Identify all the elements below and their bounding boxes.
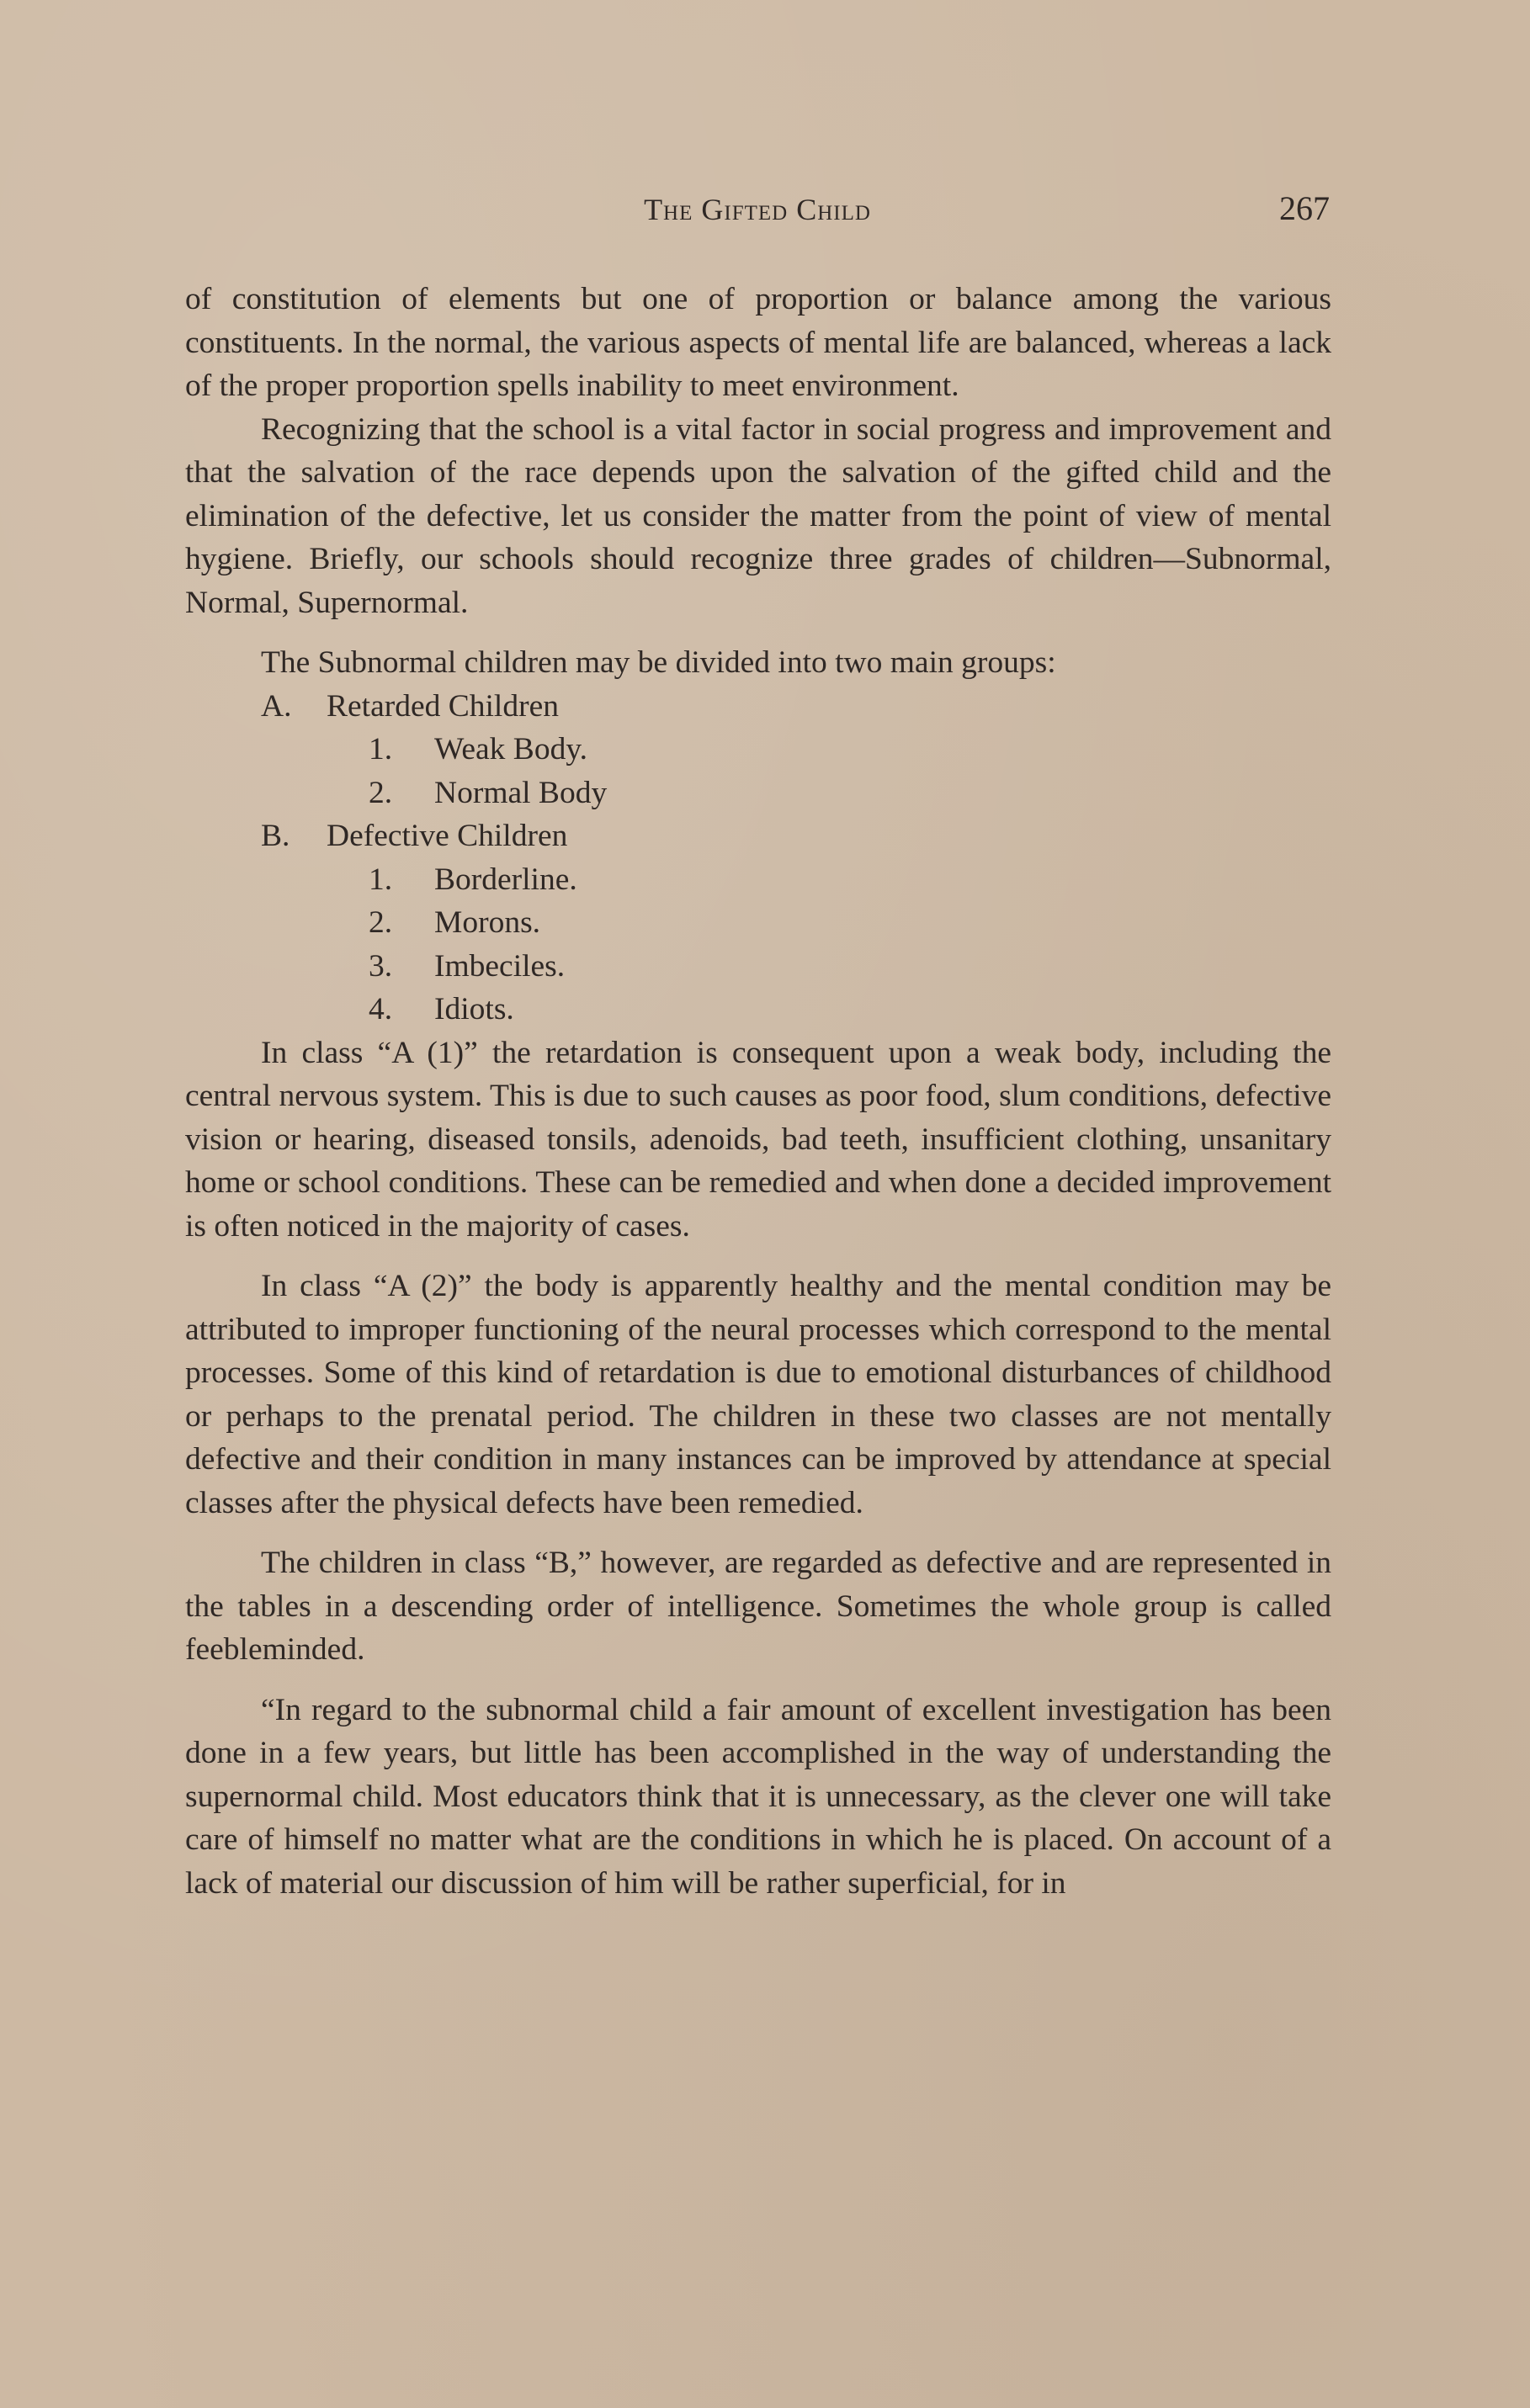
running-head [185,189,1330,242]
outline-marker: A. [261,688,292,724]
outline-marker: 4. [369,992,393,1026]
outline-label: Retarded Children [327,688,559,724]
outline-label: Borderline. [434,862,577,897]
running-title: The Gifted Child [644,193,871,226]
outline-label: Imbeciles. [434,948,566,984]
outline-item-b4 [185,988,1331,1032]
paragraph-class-a2: In class “A (2)” the body is apparently healthy and the mental condition may be attributed to improper functioning of the neural processes which correspond to the mental processes. Some of this kind of retardation is due to emotional disturbances of childhood or perhaps to the prenatal period. The children in these two classes are not mentally defective and their condition in many instances can be improved by attendance at special classes after the physical defects have been remedied. [185,1269,1331,1520]
outline-item-b3 [185,945,1331,989]
outline-item-a2 [185,772,1331,815]
outline-label: Morons. [434,905,541,940]
paragraph-continuation: of constitution of elements but one of proportion or balance among the various constituents. In the normal, the various aspects of mental life are balanced, whereas a lack of the proper proportion spells inability to meet environment. [185,282,1331,403]
outline-marker: B. [261,819,290,853]
outline-group-a [185,685,1331,729]
outline-marker: 1. [369,862,393,897]
body-text [185,278,1331,1905]
outline-label: Idiots. [434,992,514,1026]
paragraph-class-b: The children in class “B,” however, are regarded as defective and are represented in the tables in a descending order of intelligence. Sometimes the whole group is called feebleminded. [185,1546,1331,1667]
outline-item-b1 [185,858,1331,902]
paragraph-class-a1: In class “A (1)” the retardation is consequent upon a weak body, including the central nervous system. This is due to such causes as poor food, slum conditions, defective vision or hearing, diseased tonsils, adenoids, bad teeth, insufficient clothing, unsanitary home or school conditions. These can be remedied and when done a decided improvement is often noticed in the majority of cases. [185,1035,1331,1244]
paragraph-school-hygiene: Recognizing that the school is a vital factor in social progress and improvement and that the salvation of the race depends upon the salvation of the gifted child and the elimination of the defective, let us consider the matter from the point of view of mental hygiene. Briefly, our schools should recognize three grades of children—Subnormal, Normal, Supernormal. [185,411,1331,620]
outline-marker: 3. [369,948,393,984]
outline-item-b2 [185,901,1331,945]
subnormal-outline [185,685,1331,1032]
outline-label: Normal Body [434,775,608,810]
page-number: 267 [1279,189,1330,227]
paragraph-supernormal-quote: “In regard to the subnormal child a fair amount of excellent investigation has been done in a few years, but little has been accomplished in the way of understanding the supernormal child. Most educators think that it is unnecessary, as the clever one will take care of himself no matter what are the conditions in which he is placed. On account of a lack of material our discussion of him will be rather superficial, for in [185,1692,1331,1901]
outline-marker: 2. [369,905,393,940]
outline-marker: 2. [369,775,393,810]
outline-label: Defective Children [327,819,568,853]
outline-group-b [185,814,1331,858]
outline-label: Weak Body. [434,732,588,766]
outline-marker: 1. [369,732,393,766]
outline-item-a1 [185,728,1331,772]
paragraph-subnormal-groups: The Subnormal children may be divided into two main groups: [261,645,1056,680]
